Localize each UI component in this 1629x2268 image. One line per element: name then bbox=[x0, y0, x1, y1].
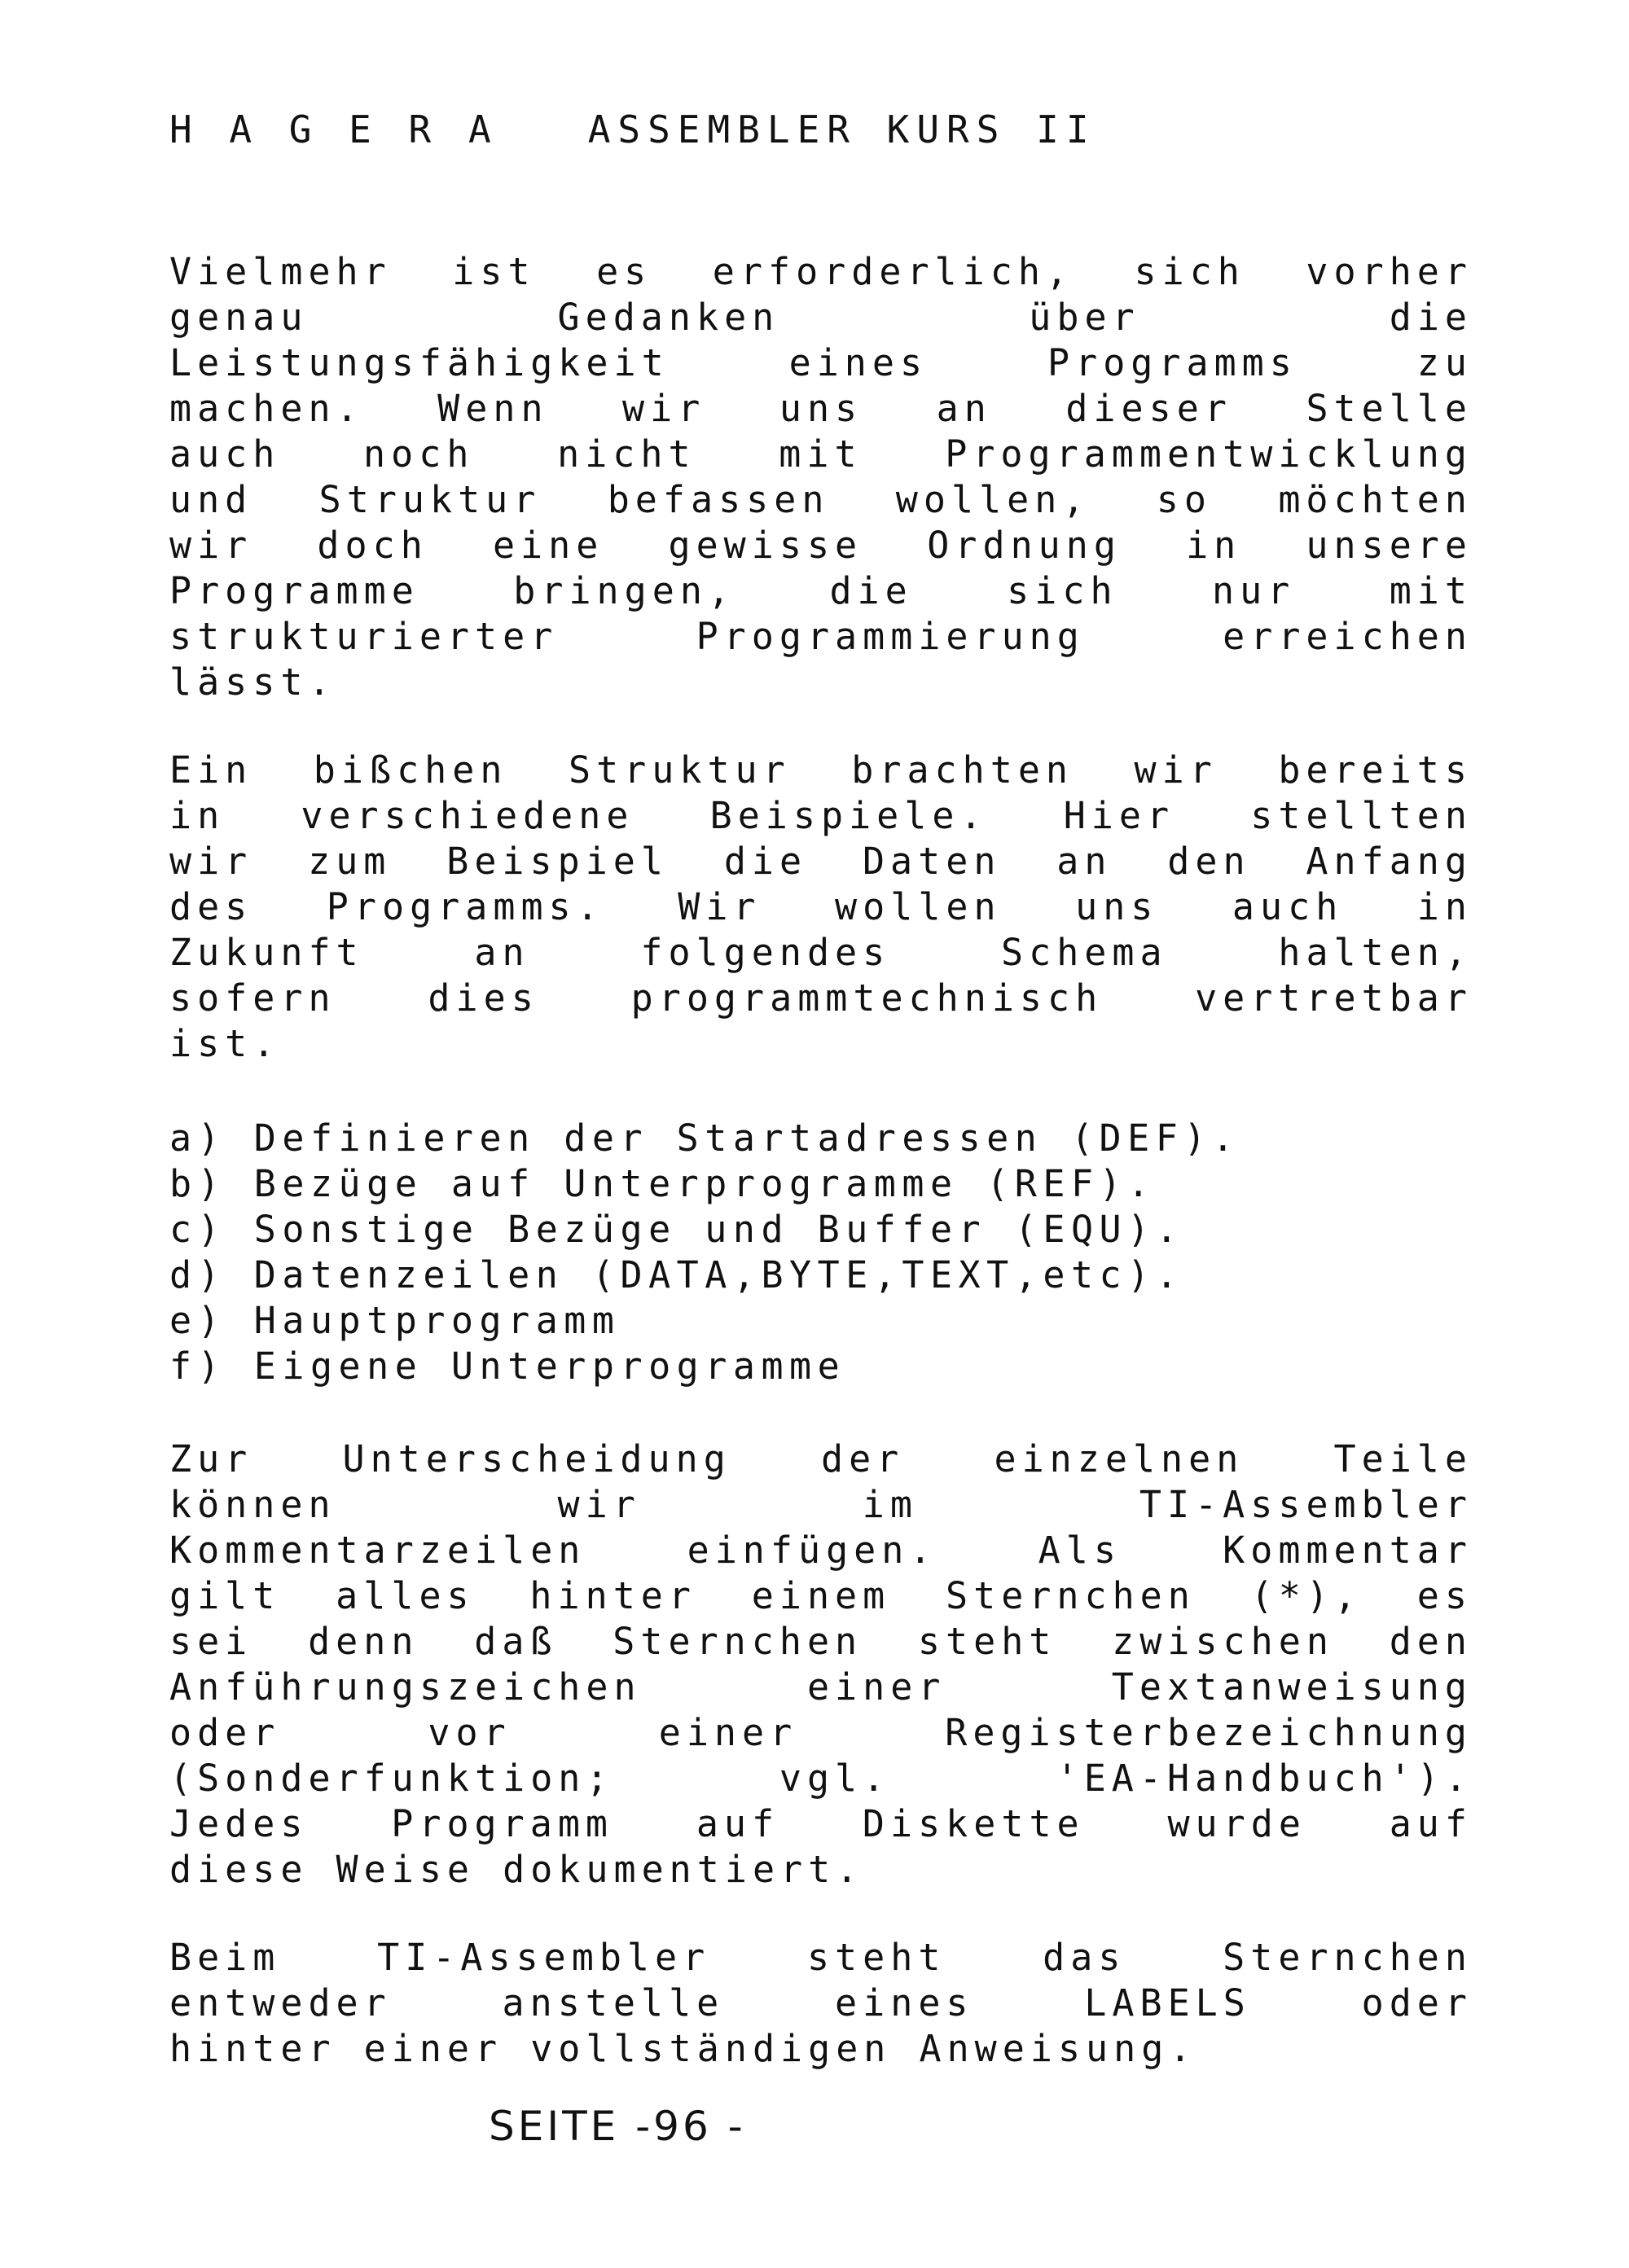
schema-list bbox=[169, 1116, 1473, 1389]
text-line: Programme bringen, die sich nur mit bbox=[169, 569, 1473, 612]
list-item: e) Hauptprogramm bbox=[169, 1299, 621, 1342]
text-line: sofern dies programmtechnisch vertretbar bbox=[169, 976, 1473, 1020]
text-line: sei denn daß Sternchen steht zwischen den bbox=[169, 1620, 1473, 1663]
paragraph-4 bbox=[169, 1935, 1473, 2072]
text-line: strukturierter Programmierung erreichen bbox=[169, 615, 1473, 658]
text-line: Kommentarzeilen einfügen. Als Kommentar bbox=[169, 1529, 1473, 1572]
text-line: (Sonderfunktion; vgl. 'EA-Handbuch'). bbox=[169, 1757, 1473, 1800]
text-line: wir doch eine gewisse Ordnung in unsere bbox=[169, 524, 1473, 567]
text-line: ist. bbox=[169, 1022, 281, 1065]
paragraph-2 bbox=[169, 748, 1473, 1067]
page-header: H A G E R A ASSEMBLER KURS II bbox=[169, 107, 1096, 151]
paragraph-3 bbox=[169, 1437, 1473, 1893]
text-line: Zukunft an folgendes Schema halten, bbox=[169, 931, 1473, 974]
list-item: b) Bezüge auf Unterprogramme (REF). bbox=[169, 1162, 1156, 1205]
text-line: Ein bißchen Struktur brachten wir bereits bbox=[169, 748, 1473, 792]
text-line: Zur Unterscheidung der einzelnen Teile bbox=[169, 1437, 1473, 1481]
text-line: Anführungszeichen einer Textanweisung bbox=[169, 1665, 1473, 1709]
paragraph-1 bbox=[169, 249, 1473, 705]
list-item: f) Eigene Unterprogramme bbox=[169, 1345, 846, 1388]
text-line: gilt alles hinter einem Sternchen (*), es bbox=[169, 1574, 1473, 1617]
list-item: d) Datenzeilen (DATA,BYTE,TEXT,etc). bbox=[169, 1253, 1184, 1296]
text-line: Jedes Programm auf Diskette wurde auf bbox=[169, 1802, 1473, 1845]
text-line: genau Gedanken über die bbox=[169, 296, 1473, 339]
text-line: Beim TI-Assembler steht das Sternchen bbox=[169, 1936, 1473, 1979]
text-line: lässt. bbox=[169, 660, 336, 704]
text-line: Leistungsfähigkeit eines Programms zu bbox=[169, 341, 1473, 384]
text-line: können wir im TI-Assembler bbox=[169, 1483, 1473, 1526]
text-line: in verschiedene Beispiele. Hier stellten bbox=[169, 794, 1473, 837]
text-line: Vielmehr ist es erforderlich, sich vorher bbox=[169, 250, 1473, 293]
list-item: c) Sonstige Bezüge und Buffer (EQU). bbox=[169, 1208, 1184, 1251]
text-line: hinter einer vollständigen Anweisung. bbox=[169, 2027, 1197, 2070]
text-line: machen. Wenn wir uns an dieser Stelle bbox=[169, 387, 1473, 430]
text-line: entweder anstelle eines LABELS oder bbox=[169, 1981, 1473, 2025]
text-line: und Struktur befassen wollen, so möchten bbox=[169, 478, 1473, 521]
text-line: des Programms. Wir wollen uns auch in bbox=[169, 885, 1473, 928]
page-number: SEITE -96 - bbox=[489, 2103, 746, 2150]
text-line: auch noch nicht mit Programmentwicklung bbox=[169, 432, 1473, 476]
text-line: oder vor einer Registerbezeichnung bbox=[169, 1711, 1473, 1754]
text-line: diese Weise dokumentiert. bbox=[169, 1848, 864, 1891]
list-item: a) Definieren der Startadressen (DEF). bbox=[169, 1116, 1240, 1160]
text-line: wir zum Beispiel die Daten an den Anfang bbox=[169, 840, 1473, 883]
